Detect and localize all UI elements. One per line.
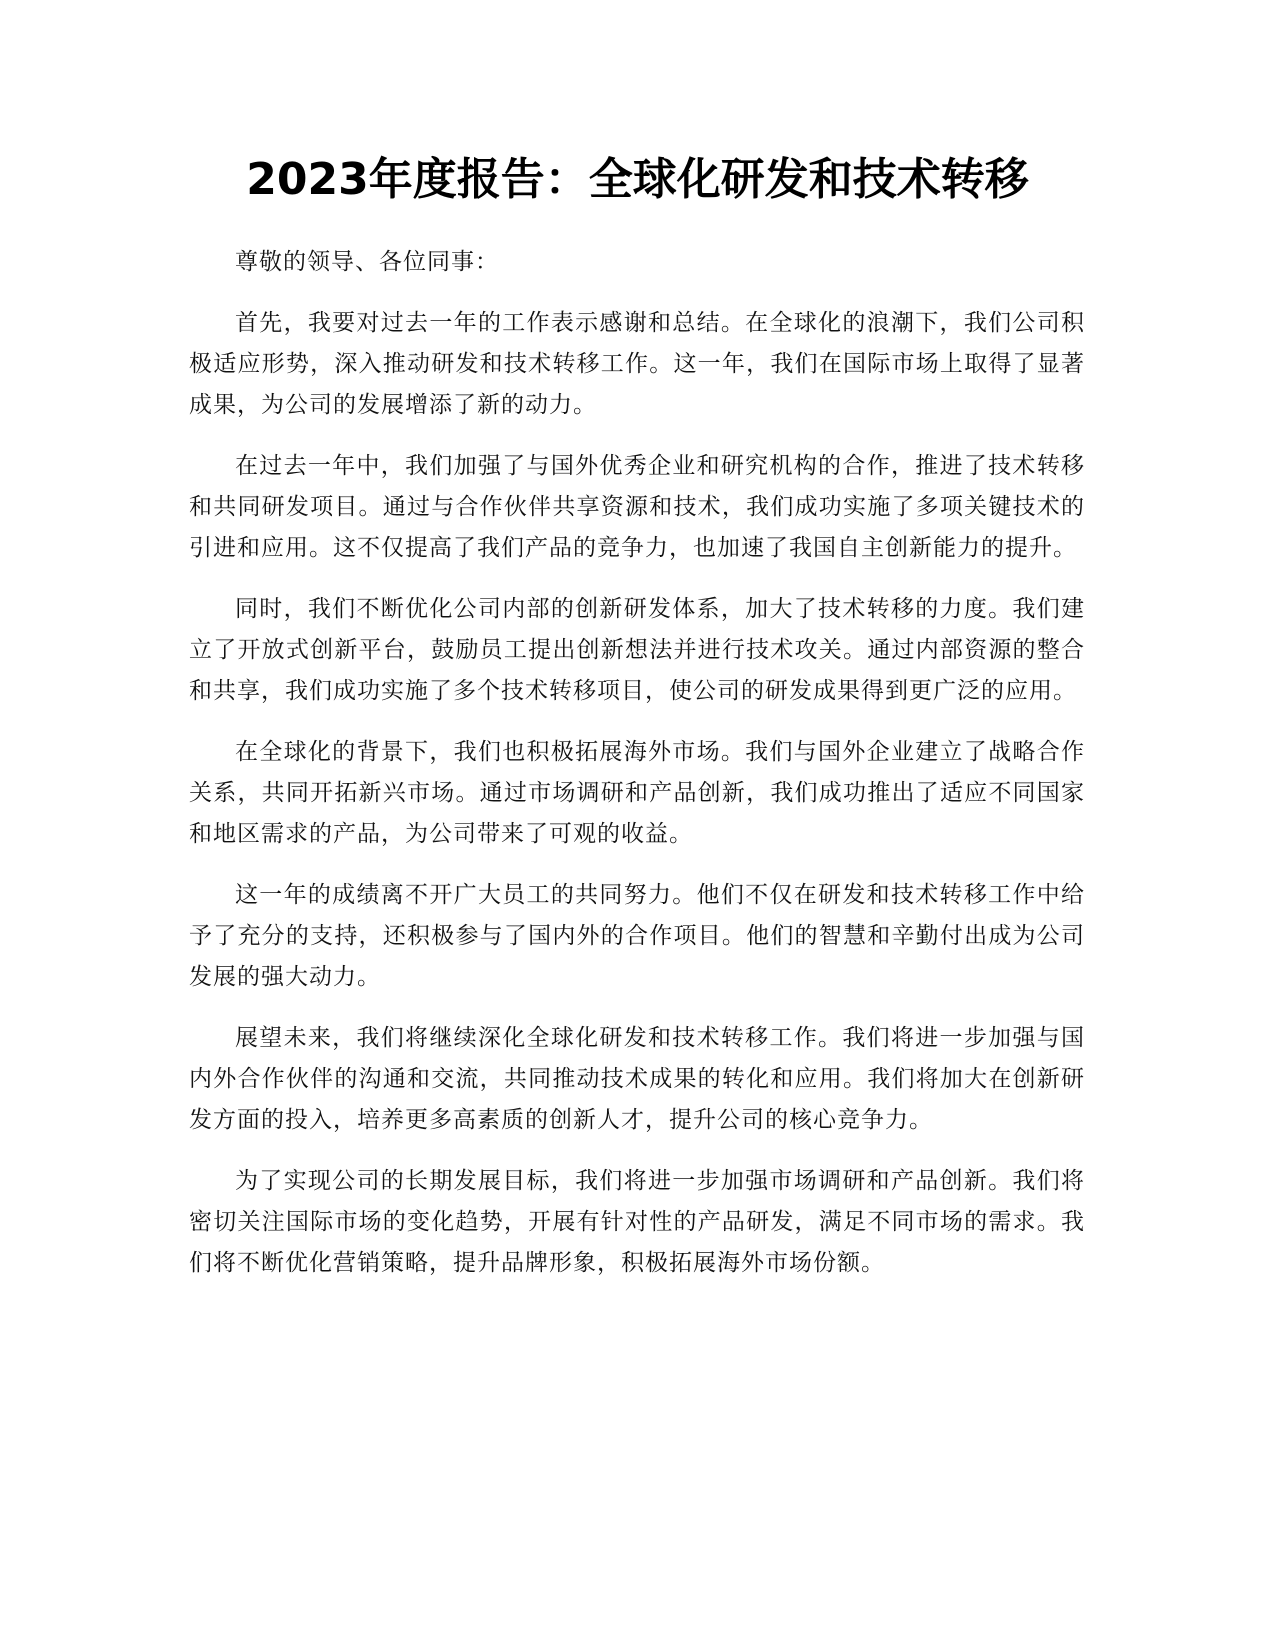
paragraph-5: 这一年的成绩离不开广大员工的共同努力。他们不仅在研发和技术转移工作中给予了充分的支持，还积极参与了国内外的合作项目。他们的智慧和辛勤付出成为公司发展的强大动力。 [189,882,1085,990]
paragraph-4: 在全球化的背景下，我们也积极拓展海外市场。我们与国外企业建立了战略合作关系，共同开拓新兴市场。通过市场调研和产品创新，我们成功推出了适应不同国家和地区需求的产品，为公司带来了可观的收益。 [189,739,1085,847]
paragraph-7: 为了实现公司的长期发展目标，我们将进一步加强市场调研和产品创新。我们将密切关注国际市场的变化趋势，开展有针对性的产品研发，满足不同市场的需求。我们将不断优化营销策略，提升品牌形象，积极拓展海外市场份额。 [189,1168,1085,1276]
document-title: 2023年度报告：全球化研发和技术转移 [246,154,1029,205]
salutation: 尊敬的领导、各位同事： [235,249,499,275]
document-body [189,242,1085,1304]
paragraph-1: 首先，我要对过去一年的工作表示感谢和总结。在全球化的浪潮下，我们公司积极适应形势，深入推动研发和技术转移工作。这一年，我们在国际市场上取得了显著成果，为公司的发展增添了新的动力。 [189,310,1085,418]
paragraph-6: 展望未来，我们将继续深化全球化研发和技术转移工作。我们将进一步加强与国内外合作伙伴的沟通和交流，共同推动技术成果的转化和应用。我们将加大在创新研发方面的投入，培养更多高素质的创新人才，提升公司的核心竞争力。 [189,1025,1085,1133]
paragraph-2: 在过去一年中，我们加强了与国外优秀企业和研究机构的合作，推进了技术转移和共同研发项目。通过与合作伙伴共享资源和技术，我们成功实施了多项关键技术的引进和应用。这不仅提高了我们产品的竞争力，也加速了我国自主创新能力的提升。 [189,453,1085,561]
paragraph-3: 同时，我们不断优化公司内部的创新研发体系，加大了技术转移的力度。我们建立了开放式创新平台，鼓励员工提出创新想法并进行技术攻关。通过内部资源的整合和共享，我们成功实施了多个技术转移项目，使公司的研发成果得到更广泛的应用。 [189,596,1085,704]
